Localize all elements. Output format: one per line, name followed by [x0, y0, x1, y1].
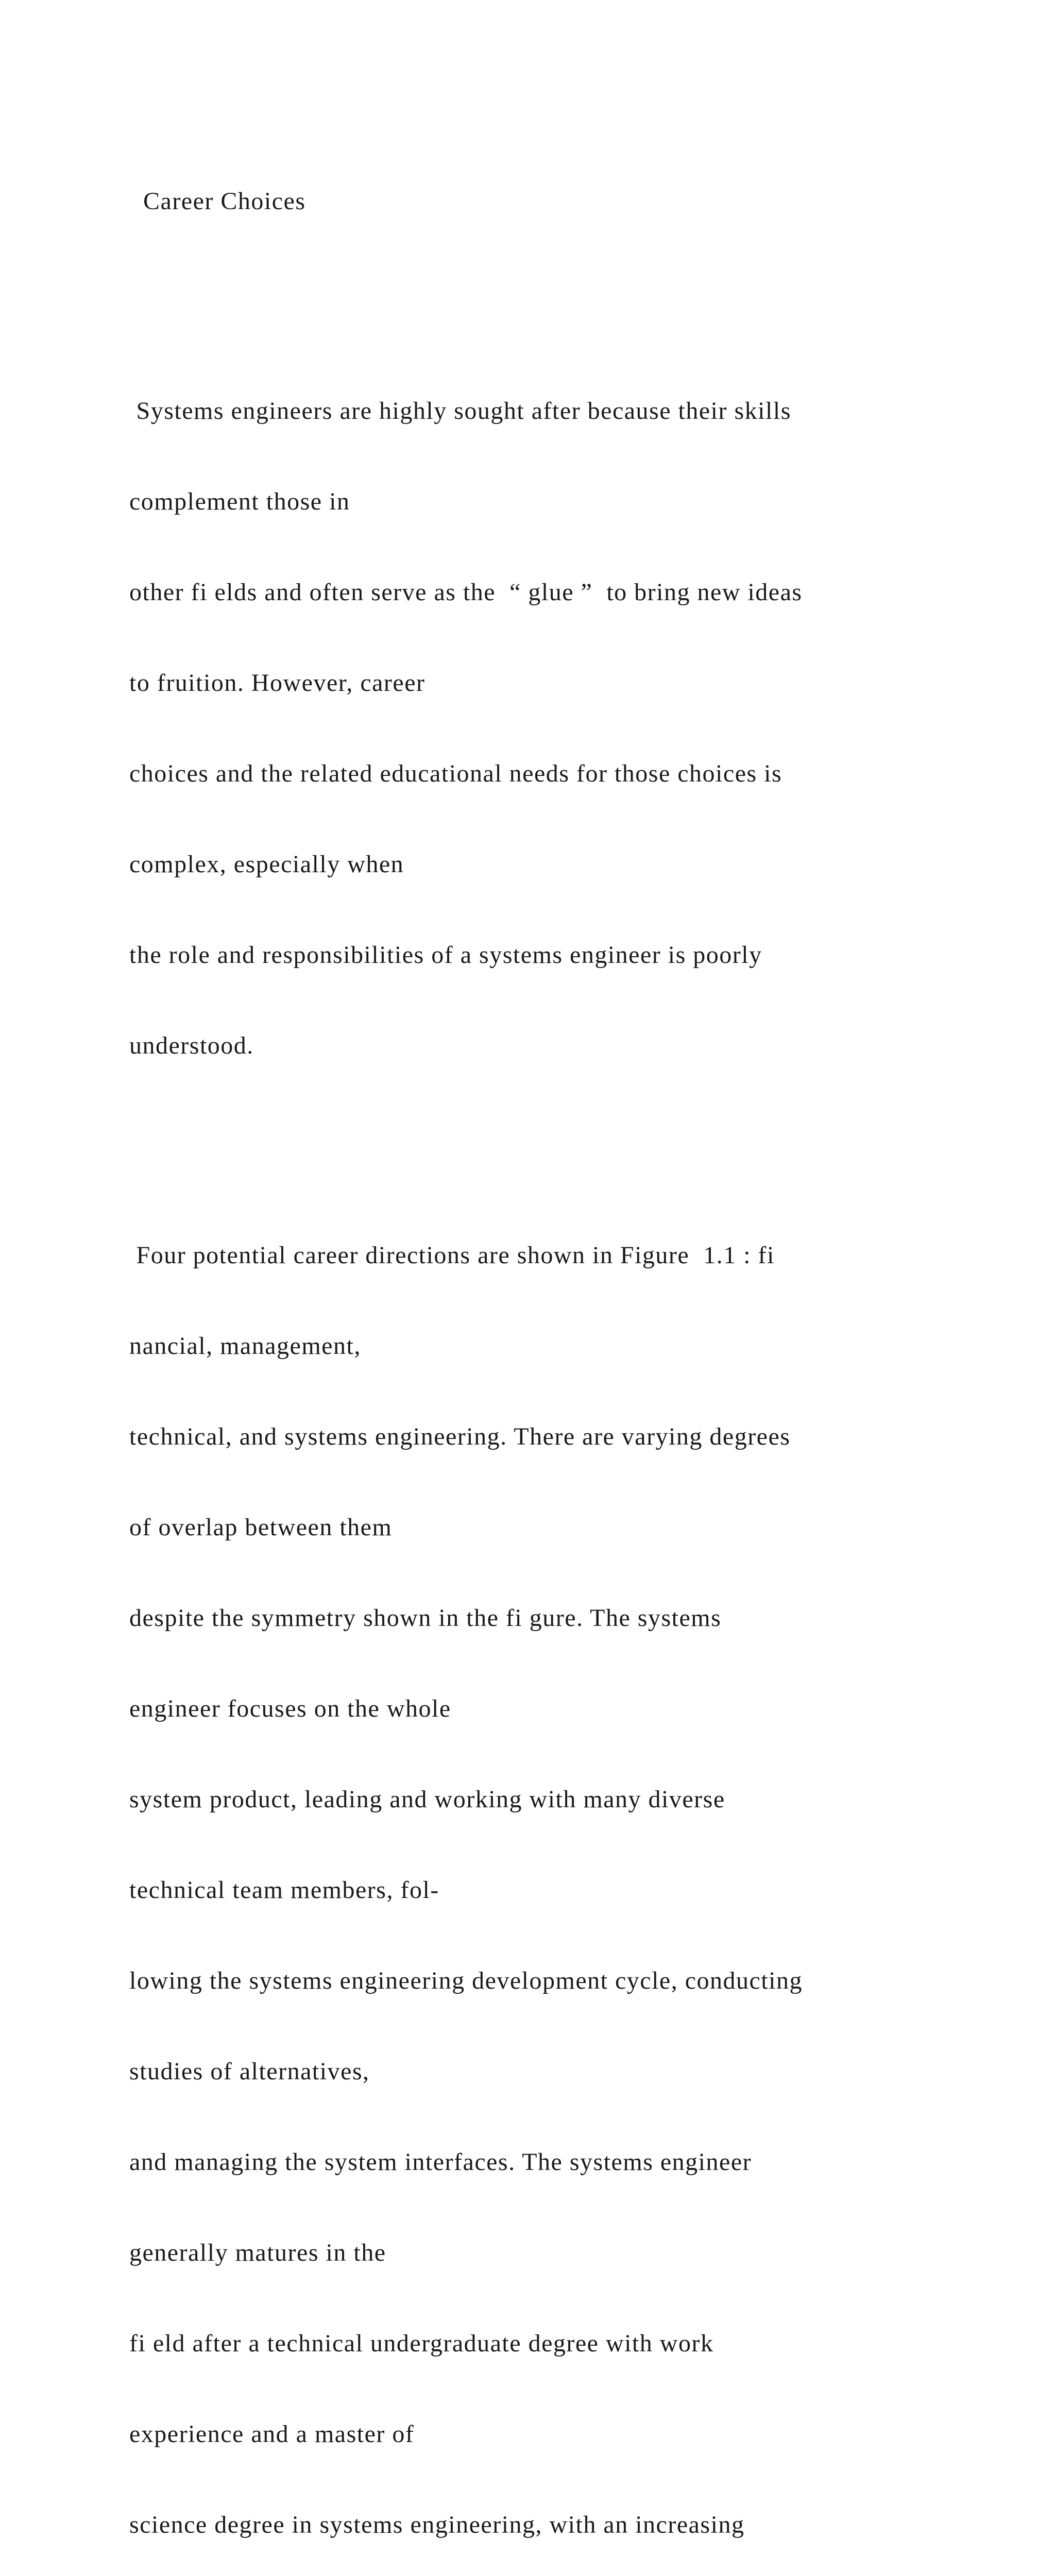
paragraph-1-line-4: to fruition. However, career — [129, 669, 426, 697]
paragraph-2-line-11: and managing the system interfaces. The systems engineer — [129, 2148, 752, 2176]
paragraph-2-line-1: Four potential career directions are shown in Figure 1.1 : fi — [129, 1242, 775, 1269]
paragraph-2-line-5: despite the symmetry shown in the fi gure. The systems — [129, 1604, 722, 1632]
document-title: Career Choices — [129, 188, 306, 215]
paragraph-1-line-3: other fi elds and often serve as the “ glue ” to bring new ideas — [129, 579, 803, 606]
paragraph-2-line-7: system product, leading and working with many diverse — [129, 1786, 725, 1813]
paragraph-1-line-1: Systems engineers are highly sought after because their skills — [129, 397, 791, 425]
blank-line — [129, 1120, 1036, 1154]
paragraph-2-line-2: nancial, management, — [129, 1332, 361, 1360]
paragraph-1-line-8: understood. — [129, 1032, 254, 1059]
paragraph-2-line-4: of overlap between them — [129, 1514, 393, 1541]
paragraph-1-line-2: complement those in — [129, 488, 350, 515]
paragraph-2-line-10: studies of alternatives, — [129, 2058, 370, 2085]
paragraph-1-line-6: complex, especially when — [129, 851, 404, 878]
blank-line — [129, 275, 1036, 309]
paragraph-2-line-6: engineer focuses on the whole — [129, 1695, 451, 1722]
paragraph-2-line-14: experience and a master of — [129, 2420, 415, 2448]
paragraph-1-line-5: choices and the related educational needs for those choices is — [129, 760, 782, 787]
paragraph-2-line-3: technical, and systems engineering. There are varying degrees — [129, 1423, 791, 1450]
paragraph-2-line-12: generally matures in the — [129, 2239, 386, 2266]
paragraph-2-line-15: science degree in systems engineering, with an increasing — [129, 2511, 745, 2538]
document-text — [129, 128, 1036, 2576]
paragraph-1-line-7: the role and responsibilities of a systems engineer is poorly — [129, 941, 762, 969]
paragraph-2-line-13: fi eld after a technical undergraduate degree with work — [129, 2330, 714, 2357]
paragraph-2-line-9: lowing the systems engineering development cycle, conducting — [129, 1967, 803, 1994]
paragraph-2-line-8: technical team members, fol- — [129, 1876, 439, 1904]
